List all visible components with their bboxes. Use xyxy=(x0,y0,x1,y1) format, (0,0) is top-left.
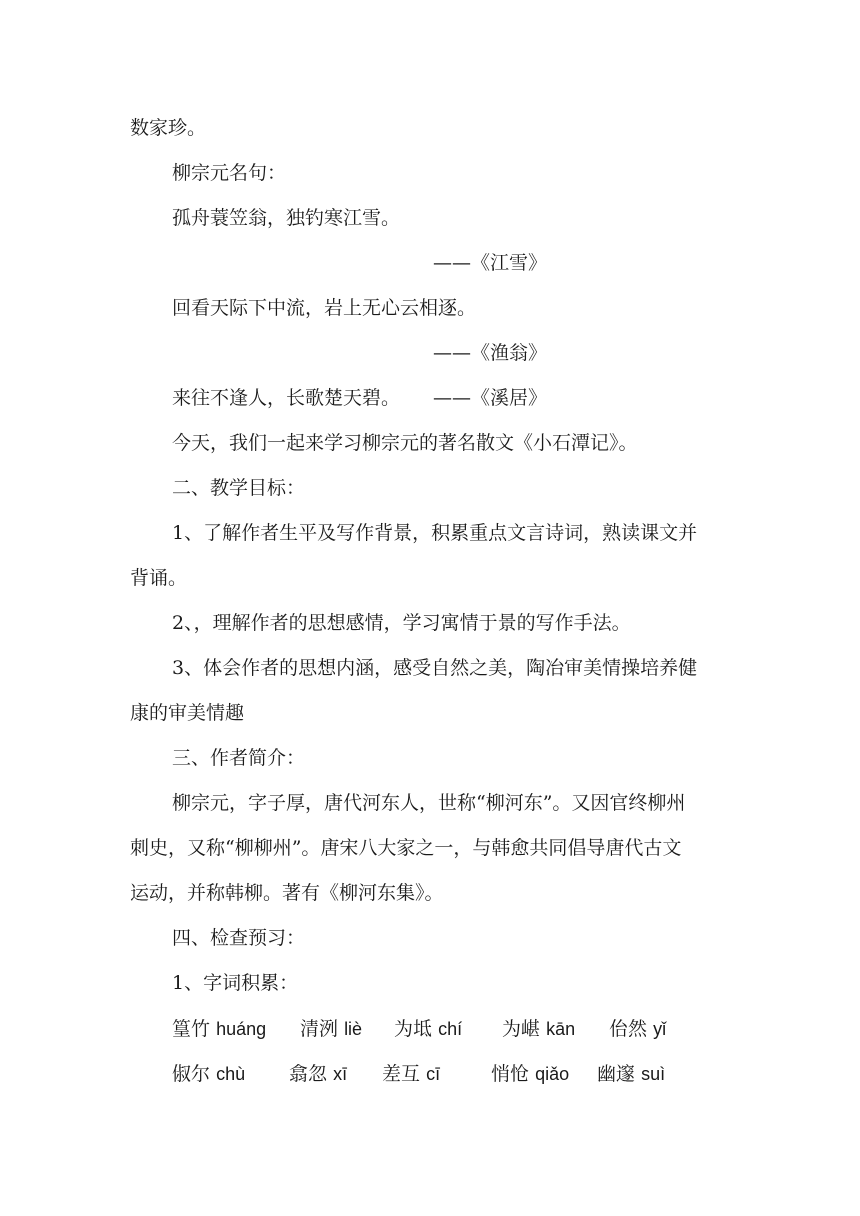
section-heading: 三、作者简介： xyxy=(172,747,306,769)
vocab-item xyxy=(289,1062,347,1086)
vocab-word: 俶尔 xyxy=(172,1063,211,1085)
paragraph-continuation: 数家珍。 xyxy=(130,117,207,139)
section-heading: 四、检查预习： xyxy=(172,927,306,949)
vocab-item xyxy=(172,1062,245,1086)
vocab-pinyin: suì xyxy=(641,1064,666,1084)
quote-source: ——《江雪》 xyxy=(433,252,548,274)
vocab-item xyxy=(382,1062,440,1086)
vocab-item xyxy=(394,1017,462,1041)
goal-item: 3、体会作者的思想内涵，感受自然之美，陶冶审美情操培养健 xyxy=(172,657,698,679)
famous-quotes-heading: 柳宗元名句： xyxy=(172,162,287,184)
quote-source: ——《溪居》 xyxy=(433,387,548,409)
vocab-pinyin: chù xyxy=(216,1064,246,1084)
vocab-word: 幽邃 xyxy=(597,1063,636,1085)
vocab-word: 佁然 xyxy=(609,1018,648,1040)
vocab-word: 悄怆 xyxy=(491,1063,530,1085)
goal-item: 1、了解作者生平及写作背景，积累重点文言诗词，熟读课文并 xyxy=(172,522,698,544)
quote-line: 孤舟蓑笠翁，独钓寒江雪。 xyxy=(172,207,401,229)
vocab-word: 篁竹 xyxy=(172,1018,211,1040)
vocab-pinyin: xī xyxy=(333,1064,348,1084)
vocab-word: 差互 xyxy=(382,1063,421,1085)
vocab-heading: 1、字词积累： xyxy=(172,972,299,994)
vocab-item xyxy=(597,1062,665,1086)
vocab-item xyxy=(300,1017,362,1041)
vocab-pinyin: qiǎo xyxy=(535,1064,570,1084)
goal-item-continuation: 背诵。 xyxy=(130,567,188,589)
author-bio: 柳宗元，字子厚，唐代河东人，世称“柳河东”。又因官终柳州 xyxy=(172,792,686,814)
quote-line: 来往不逢人，长歌楚天碧。 xyxy=(172,387,401,409)
vocab-pinyin: huáng xyxy=(216,1019,267,1039)
quote-line: 回看天际下中流，岩上无心云相逐。 xyxy=(172,297,477,319)
vocab-pinyin: liè xyxy=(344,1019,363,1039)
vocab-pinyin: chí xyxy=(438,1019,463,1039)
vocab-item xyxy=(609,1017,666,1041)
vocab-word: 为嵁 xyxy=(502,1018,541,1040)
vocab-item xyxy=(502,1017,575,1041)
goal-item-continuation: 康的审美情趣 xyxy=(130,702,245,724)
vocab-word: 为坻 xyxy=(394,1018,433,1040)
author-bio: 刺史，又称“柳柳州”。唐宋八大家之一，与韩愈共同倡导唐代古文 xyxy=(130,837,682,859)
vocab-pinyin: yǐ xyxy=(653,1019,667,1039)
quote-source: ——《渔翁》 xyxy=(433,342,548,364)
vocab-pinyin: cī xyxy=(426,1064,441,1084)
goal-item: 2、，理解作者的思想感情，学习寓情于景的写作手法。 xyxy=(172,612,631,634)
vocab-item xyxy=(172,1017,266,1041)
author-bio: 运动，并称韩柳。著有《柳河东集》。 xyxy=(130,882,444,904)
vocab-item xyxy=(491,1062,569,1086)
intro-paragraph: 今天，我们一起来学习柳宗元的著名散文《小石潭记》。 xyxy=(172,432,638,454)
section-heading: 二、教学目标： xyxy=(172,477,306,499)
vocab-word: 清洌 xyxy=(300,1018,339,1040)
vocab-word: 翕忽 xyxy=(289,1063,328,1085)
vocab-pinyin: kān xyxy=(546,1019,576,1039)
